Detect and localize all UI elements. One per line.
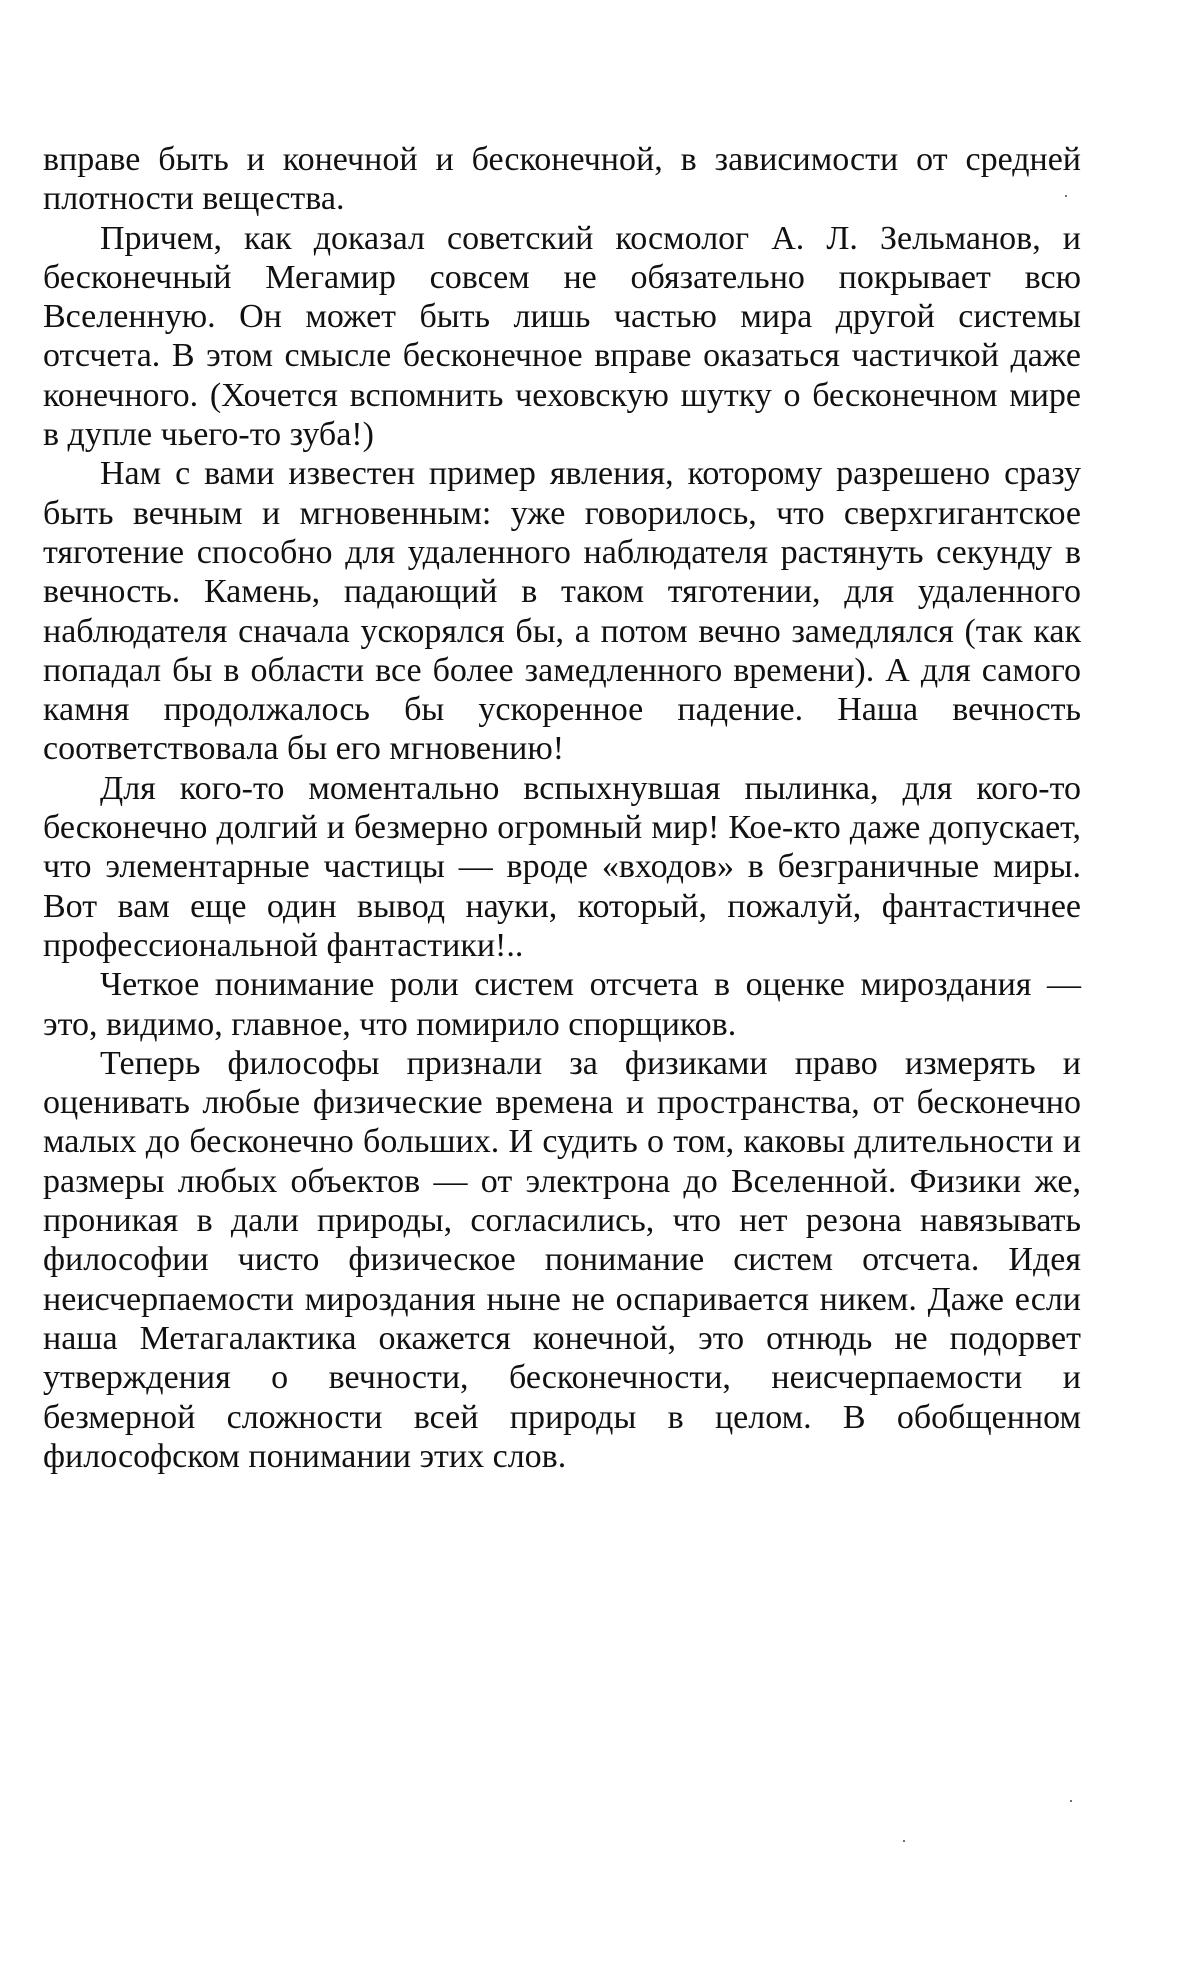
paragraph-5: Четкое понимание роли систем отсчета в оценке мироздания — это, видимо, главное, что помирило спорщиков.	[43, 966, 1081, 1043]
paragraph-2: Причем, как доказал советский космолог А. Л. Зельманов, и бесконечный Мегамир совсем не обязательно покрывает всю Вселенную. Он может быть лишь частью мира другой системы отсчета. В этом смысле бесконечное вправе оказаться частичкой даже конечного. (Хочется вспомнить чеховскую шутку о бесконечном мире в дупле чьего-то зуба!)	[43, 219, 1081, 454]
book-page-text	[43, 140, 1081, 1476]
paragraph-6: Теперь философы признали за физиками право измерять и оценивать любые физические времена и пространства, от бесконечно малых до бесконечно больших. И судить о том, каковы длительности и размеры любых объектов — от электрона до Вселенной. Физики же, проникая в дали природы, согласились, что нет резона навязывать философии чисто физическое понимание систем отсчета. Идея неисчерпаемости мироздания ныне не оспаривается никем. Даже если наша Метагалактика окажется конечной, это отнюдь не подорвет утверждения о вечности, бесконечности, неисчерпаемости и безмерной сложности всей природы в целом. В обобщенном философском понимании этих слов.	[43, 1044, 1081, 1475]
scan-speck	[903, 1840, 905, 1842]
paragraph-3: Нам с вами известен пример явления, которому разрешено сразу быть вечным и мгновенным: уже говорилось, что сверхгигантское тяготение способно для удаленного наблюдателя растянуть секунду в вечность. Камень, падающий в таком тяготении, для удаленного наблюдателя сначала ускорялся бы, а потом вечно замедлялся (так как попадал бы в области все более замедленного времени). А для самого камня продолжалось бы ускоренное падение. Наша вечность соответствовала бы его мгновению!	[43, 455, 1081, 768]
paragraph-4: Для кого-то моментально вспыхнувшая пылинка, для кого-то бесконечно долгий и безмерно огромный мир! Кое-кто даже допускает, что элементарные частицы — вроде «входов» в безграничные миры. Вот вам еще один вывод науки, который, пожалуй, фантастичнее профессиональной фантастики!..	[43, 769, 1081, 964]
paragraph-1-continuation: вправе быть и конечной и бесконечной, в зависимости от средней плотности вещества.	[43, 141, 1081, 218]
scan-speck	[1070, 1800, 1072, 1802]
scan-speck	[1065, 195, 1067, 197]
